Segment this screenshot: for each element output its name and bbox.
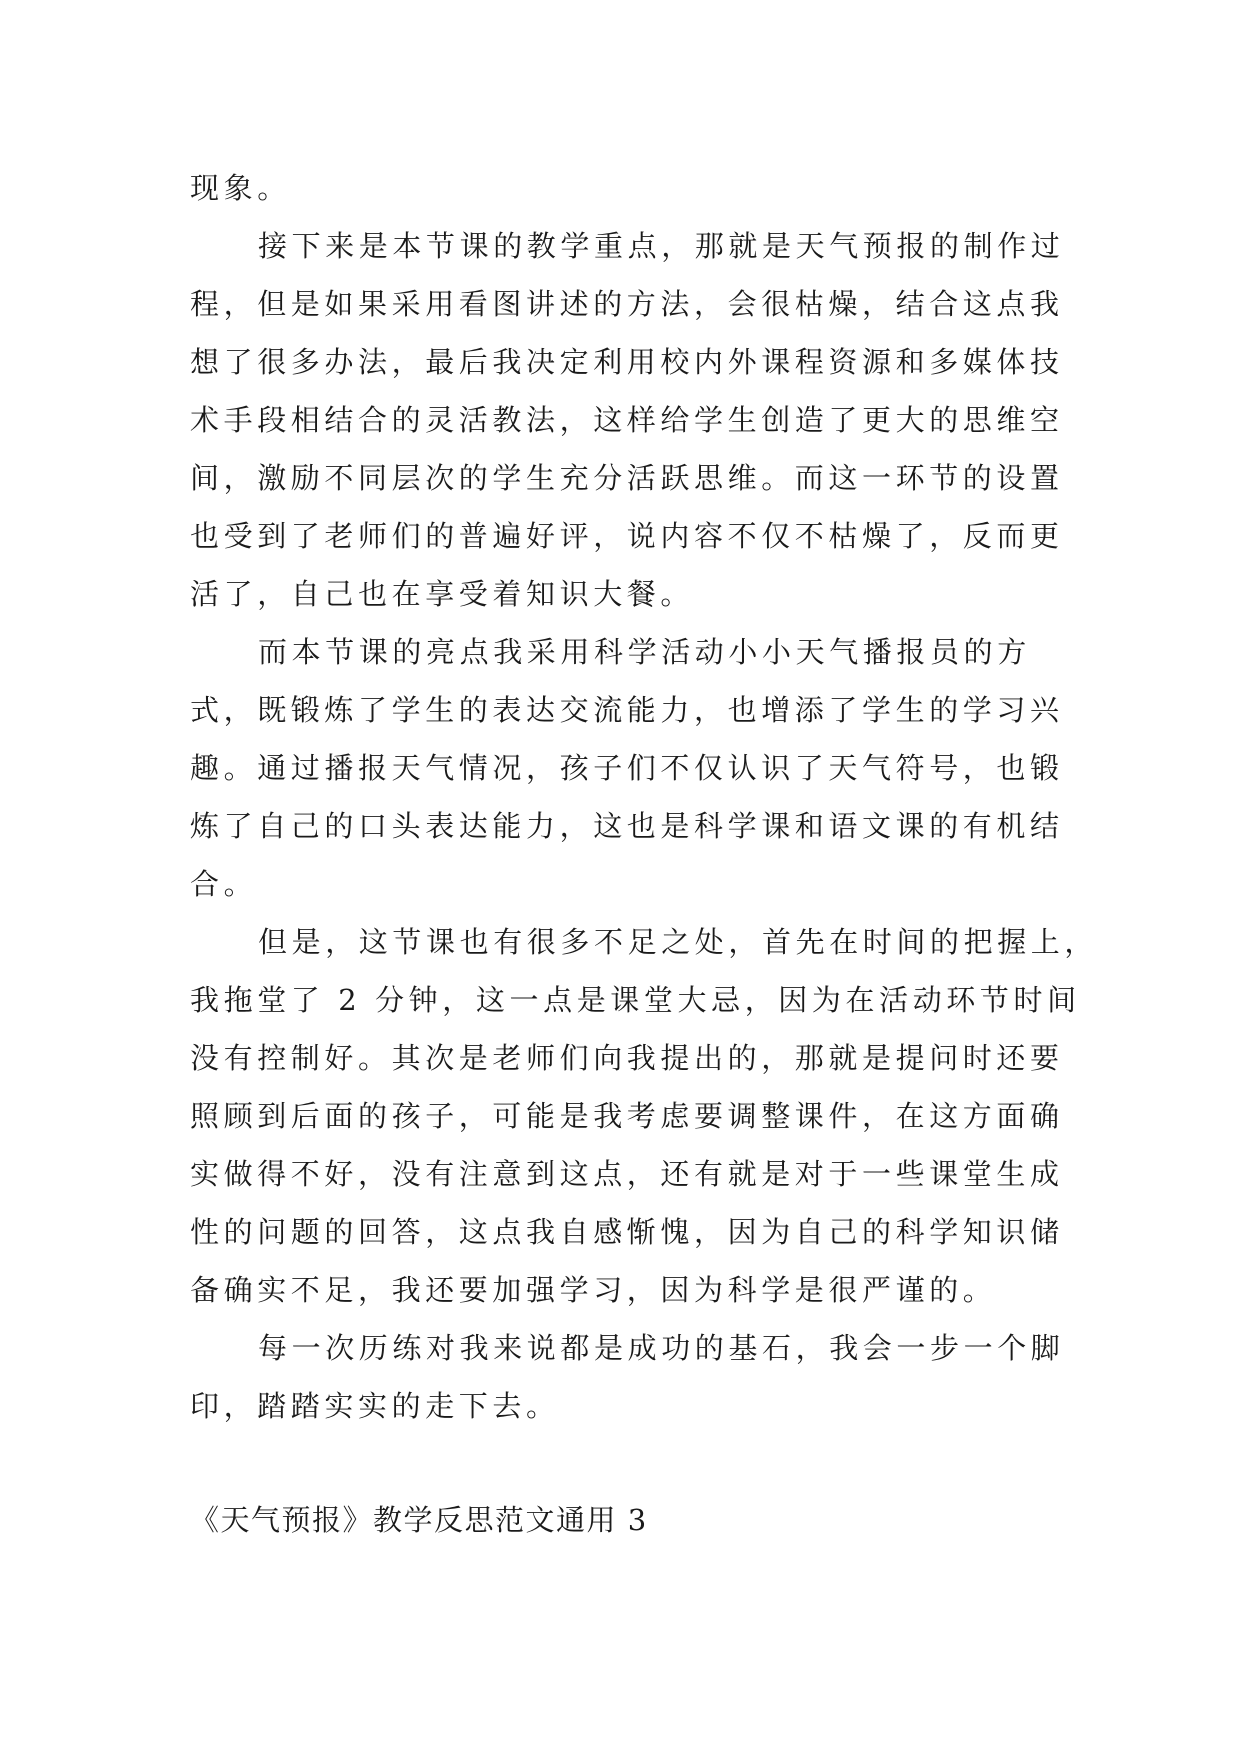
paragraph-line: 活了，自己也在享受着知识大餐。 bbox=[190, 577, 695, 611]
paragraph-line: 也受到了老师们的普遍好评，说内容不仅不枯燥了，反而更 bbox=[190, 519, 1064, 553]
paragraph-line: 炼了自己的口头表达能力，这也是科学课和语文课的有机结 bbox=[190, 809, 1064, 843]
section-heading: 《天气预报》教学反思范文通用 3 bbox=[190, 1503, 648, 1537]
paragraph-line: 印，踏踏实实的走下去。 bbox=[190, 1389, 560, 1423]
paragraph-line: 备确实不足，我还要加强学习，因为科学是很严谨的。 bbox=[190, 1273, 997, 1307]
paragraph-line: 合。 bbox=[190, 867, 258, 901]
paragraph-line: 式，既锻炼了学生的表达交流能力，也增添了学生的学习兴 bbox=[190, 693, 1064, 727]
paragraph-line: 没有控制好。其次是老师们向我提出的，那就是提问时还要 bbox=[190, 1041, 1064, 1075]
paragraph-line: 想了很多办法，最后我决定利用校内外课程资源和多媒体技 bbox=[190, 345, 1064, 379]
paragraph-line: 术手段相结合的灵活教法，这样给学生创造了更大的思维空 bbox=[190, 403, 1064, 437]
paragraph-line: 趣。通过播报天气情况，孩子们不仅认识了天气符号，也锻 bbox=[190, 751, 1064, 785]
paragraph-line: 间，激励不同层次的学生充分活跃思维。而这一环节的设置 bbox=[190, 461, 1064, 495]
paragraph-line: 我拖堂了 2 分钟，这一点是课堂大忌，因为在活动环节时间 bbox=[190, 983, 1081, 1017]
paragraph-line: 照顾到后面的孩子，可能是我考虑要调整课件，在这方面确 bbox=[190, 1099, 1064, 1133]
paragraph-line: 但是，这节课也有很多不足之处，首先在时间的把握上， bbox=[258, 925, 1099, 959]
paragraph-line: 每一次历练对我来说都是成功的基石，我会一步一个脚 bbox=[258, 1331, 1065, 1365]
paragraph-line: 程，但是如果采用看图讲述的方法，会很枯燥，结合这点我 bbox=[190, 287, 1064, 321]
paragraph-line: 实做得不好，没有注意到这点，还有就是对于一些课堂生成 bbox=[190, 1157, 1064, 1191]
paragraph-line: 现象。 bbox=[190, 171, 291, 205]
paragraph-line: 而本节课的亮点我采用科学活动小小天气播报员的方 bbox=[258, 635, 1031, 669]
paragraph-line: 接下来是本节课的教学重点，那就是天气预报的制作过 bbox=[258, 229, 1065, 263]
paragraph-line: 性的问题的回答，这点我自感惭愧，因为自己的科学知识储 bbox=[190, 1215, 1064, 1249]
